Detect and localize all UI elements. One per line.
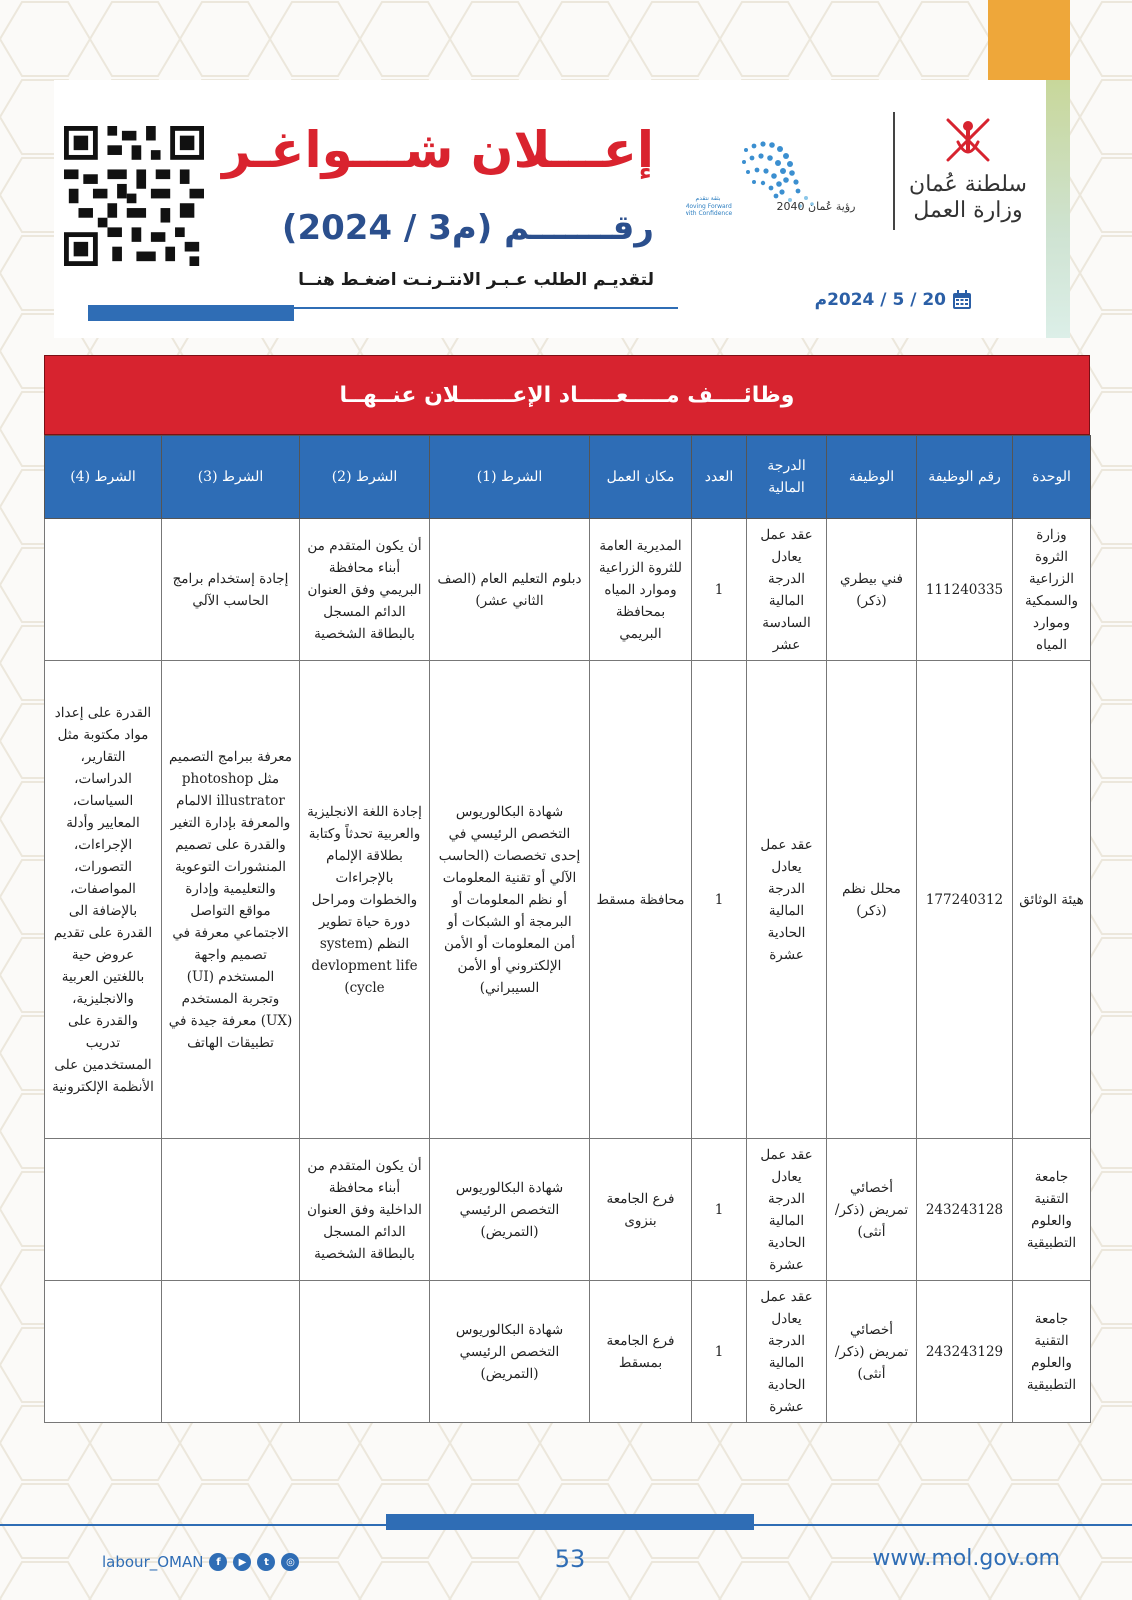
cell-condition-1: دبلوم التعليم العام (الصف الثاني عشر) <box>430 519 590 661</box>
cell-unit: جامعة التقنية والعلوم التطبيقية <box>1013 1281 1091 1423</box>
vision-tagline-ar: بثقة نتقدم <box>695 195 721 202</box>
cell-condition-4 <box>45 1281 162 1423</box>
header-condition-3: الشرط (3) <box>162 436 300 519</box>
cell-unit: وزارة الثروة الزراعية والسمكية وموارد المياه <box>1013 519 1091 661</box>
cell-job: محلل نظم (ذكر) <box>827 661 917 1139</box>
cell-count: 1 <box>692 519 747 661</box>
header-job: الوظيفة <box>827 436 917 519</box>
oman-vision-logo <box>686 130 876 230</box>
table-row <box>45 661 1091 1139</box>
header-unit: الوحدة <box>1013 436 1091 519</box>
cell-job-number: 111240335 <box>917 519 1013 661</box>
calendar-icon <box>952 290 972 310</box>
cell-condition-4 <box>45 519 162 661</box>
cell-job-number: 177240312 <box>917 661 1013 1139</box>
table-row <box>45 519 1091 661</box>
header-job-number: رقم الوظيفة <box>917 436 1013 519</box>
cell-place: فرع الجامعة بنزوى <box>590 1139 692 1281</box>
cell-job-number: 243243128 <box>917 1139 1013 1281</box>
cell-condition-4: القدرة على إعداد مواد مكتوبة مثل التقارير، الدراسات، السياسات، المعايير وأدلة الإجراءات، التصورات، المواصفات، بالإضافة الى القدرة على تقديم عروض حية باللغتين العربية والانجليزية، والقدرة على تدريب المستخدمين على الأنظمة الإلكترونية <box>45 661 162 1139</box>
ministry-logo <box>908 112 1028 242</box>
vision-tagline-en1: Moving Forward <box>686 203 732 210</box>
cell-condition-4 <box>45 1139 162 1281</box>
cell-condition-2 <box>300 1281 430 1423</box>
cell-job-number: 243243129 <box>917 1281 1013 1423</box>
cell-condition-1: شهادة البكالوريوس التخصص الرئيسي (التمريض) <box>430 1139 590 1281</box>
cell-place: المديرية العامة للثروة الزراعية وموارد المياه بمحافظة البريمي <box>590 519 692 661</box>
instagram-icon[interactable]: ◎ <box>281 1553 299 1571</box>
table-banner: وظائــــف مـــــعـــــاد الإعـــــــلان عنــهــا <box>44 355 1090 435</box>
qr-code[interactable] <box>64 126 204 266</box>
corner-orange-block <box>988 0 1070 80</box>
header-condition-1: الشرط (1) <box>430 436 590 519</box>
cell-job: أخصائي تمريض (ذكر/ أنثى) <box>827 1139 917 1281</box>
table-header-row <box>45 436 1091 519</box>
announcement-date: 20 / 5 / 2024م <box>814 290 946 310</box>
ministry-name: وزارة العمل <box>913 198 1023 223</box>
website-link[interactable]: www.mol.gov.om <box>872 1546 1060 1571</box>
cell-grade: عقد عمل يعادل الدرجة المالية الحادية عشرة <box>747 1281 827 1423</box>
header-count: العدد <box>692 436 747 519</box>
ministry-country: سلطنة عُمان <box>909 172 1027 197</box>
cell-condition-2: أن يكون المتقدم من أبناء محافظة الداخلية وفق العنوان الدائم المسجل بالبطاقة الشخصية <box>300 1139 430 1281</box>
cell-grade: عقد عمل يعادل الدرجة المالية الحادية عشرة <box>747 1139 827 1281</box>
vision-text: رؤية عُمان 2040 <box>776 200 856 213</box>
logo-divider <box>893 112 895 230</box>
vision-tagline-en2: with Confidence <box>686 210 733 217</box>
cell-count: 1 <box>692 661 747 1139</box>
header-grade: الدرجة المالية <box>747 436 827 519</box>
cell-unit: جامعة التقنية والعلوم التطبيقية <box>1013 1139 1091 1281</box>
oman-emblem-icon <box>938 112 998 168</box>
cell-condition-1: شهادة البكالوريوس التخصص الرئيسي في إحدى تخصصات (الحاسب الآلي أو تقنية المعلومات أو نظم المعلومات أو البرمجة أو الشبكات أو أمن المعلومات أو الأمن الإلكتروني أو الأمن السيبراني) <box>430 661 590 1139</box>
cell-place: فرع الجامعة بمسقط <box>590 1281 692 1423</box>
cell-condition-1: شهادة البكالوريوس التخصص الرئيسي (التمريض) <box>430 1281 590 1423</box>
cell-count: 1 <box>692 1281 747 1423</box>
apply-online-link[interactable]: لتقديـم الطلب عـبـر الانتـرنـت اضغـط هنــا <box>298 270 654 290</box>
table-row <box>45 1281 1091 1423</box>
header-place: مكان العمل <box>590 436 692 519</box>
cell-condition-3: معرفة ببرامج التصميم مثل photoshop illustrator الالمام والمعرفة بإدارة التغير والقدرة على تصميم المنشورات التوعوية والتعليمية وإدارة مواقع التواصل الاجتماعي معرفة في تصميم واجهة المستخدم (UI) وتجربة المستخدم (UX) معرفة جيدة في تطبيقات الهاتف <box>162 661 300 1139</box>
jobs-table-container <box>44 355 1090 1423</box>
twitter-icon[interactable]: t <box>257 1553 275 1571</box>
cell-condition-3 <box>162 1139 300 1281</box>
cell-condition-3 <box>162 1281 300 1423</box>
footer-accent-bar <box>386 1514 754 1530</box>
cell-condition-3: إجادة إستخدام برامج الحاسب الآلي <box>162 519 300 661</box>
cell-condition-2: إجادة اللغة الانجليزية والعربية تحدثاً وكتابة بطلاقة الإلمام بالإجراءات والخطوات ومراحل دورة حياة تطوير النظم (system devlopment life cycle) <box>300 661 430 1139</box>
cell-condition-2: أن يكون المتقدم من أبناء محافظة البريمي وفق العنوان الدائم المسجل بالبطاقة الشخصية <box>300 519 430 661</box>
cell-grade: عقد عمل يعادل الدرجة المالية الحادية عشرة <box>747 661 827 1139</box>
cell-unit: هيئة الوثائق <box>1013 661 1091 1139</box>
vision-swirl-icon <box>686 130 876 230</box>
table-row <box>45 1139 1091 1281</box>
jobs-table <box>44 435 1091 1423</box>
header-condition-4: الشرط (4) <box>45 436 162 519</box>
cell-grade: عقد عمل يعادل الدرجة المالية السادسة عشر <box>747 519 827 661</box>
page-number: 53 <box>554 1545 586 1573</box>
cell-job: فني بيطري (ذكر) <box>827 519 917 661</box>
facebook-icon[interactable]: f <box>209 1553 227 1571</box>
announcement-number: رقـــــــم (م3 / 2024) <box>281 208 654 248</box>
cell-count: 1 <box>692 1139 747 1281</box>
cell-job: أخصائي تمريض (ذكر/ أنثى) <box>827 1281 917 1423</box>
cell-place: محافظة مسقط <box>590 661 692 1139</box>
youtube-icon[interactable]: ▶ <box>233 1553 251 1571</box>
apply-underline-accent <box>88 305 294 321</box>
footer-social <box>102 1551 299 1573</box>
date-row <box>790 286 972 314</box>
header-condition-2: الشرط (2) <box>300 436 430 519</box>
social-handle[interactable]: labour_OMAN <box>102 1553 204 1571</box>
page-title: إعـــلان شـــواغـر <box>222 121 654 179</box>
